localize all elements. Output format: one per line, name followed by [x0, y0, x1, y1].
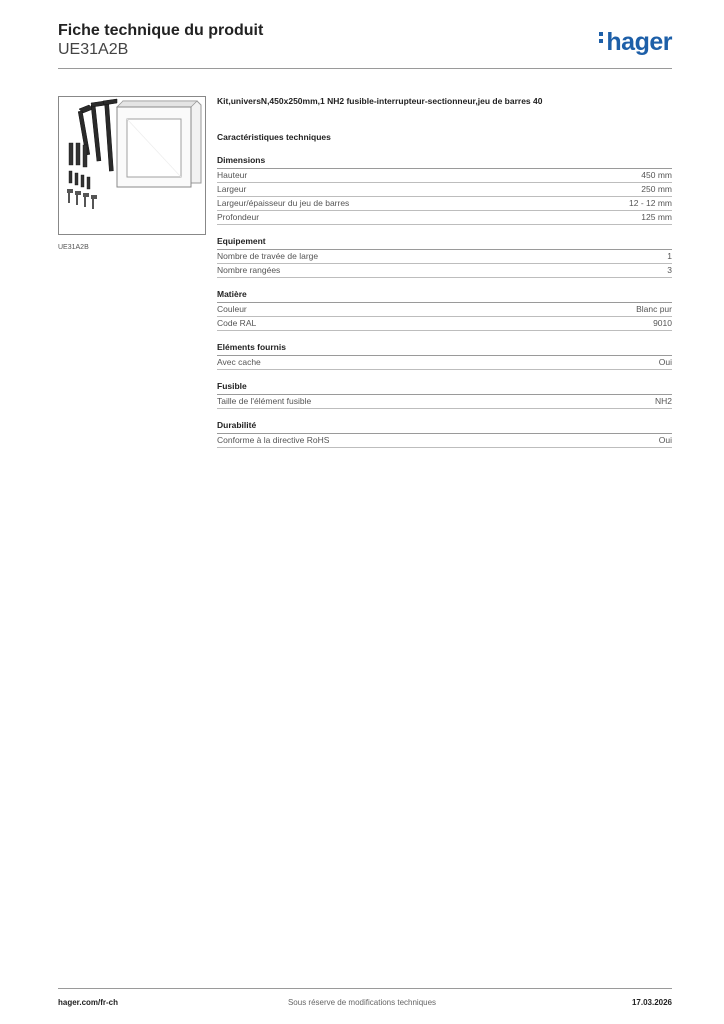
spec-value: 9010	[653, 318, 672, 328]
spec-row	[217, 356, 672, 370]
spec-label: Nombre de travée de large	[217, 251, 319, 261]
group-fusible	[217, 381, 672, 409]
spec-row	[217, 211, 672, 225]
spec-label: Profondeur	[217, 212, 260, 222]
spec-value: 1	[667, 251, 672, 261]
spec-label: Conforme à la directive RoHS	[217, 435, 330, 445]
group-equipement	[217, 236, 672, 278]
spec-label: Couleur	[217, 304, 247, 314]
product-code: UE31A2B	[58, 41, 129, 58]
technical-characteristics-heading: Caractéristiques techniques	[217, 132, 331, 142]
spec-label: Nombre rangées	[217, 265, 281, 275]
spec-value: 450 mm	[641, 170, 672, 180]
spec-value: Blanc pur	[636, 304, 672, 314]
group-title: Matière	[217, 289, 672, 303]
spec-row	[217, 303, 672, 317]
spec-label: Largeur	[217, 184, 247, 194]
spec-label: Largeur/épaisseur du jeu de barres	[217, 198, 350, 208]
spec-row	[217, 434, 672, 448]
product-details	[217, 94, 672, 448]
group-durabilite	[217, 420, 672, 448]
spec-value: NH2	[654, 396, 672, 406]
spec-label: Taille de l'élément fusible	[217, 396, 312, 406]
document-title: Fiche technique du produit	[58, 22, 264, 39]
spec-value: 12 - 12 mm	[629, 198, 672, 208]
product-kit-illustration	[59, 97, 205, 234]
group-title: Equipement	[217, 236, 672, 250]
spec-label: Avec cache	[217, 357, 261, 367]
footer-divider	[58, 988, 672, 989]
document-header	[58, 22, 263, 59]
group-title: Durabilité	[217, 420, 672, 434]
spec-value: Oui	[658, 357, 672, 367]
logo-dots-icon	[599, 32, 604, 46]
product-description: Kit,universN,450x250mm,1 NH2 fusible-interrupteur-sectionneur,jeu de barres 40	[217, 96, 543, 106]
footer-notice: Sous réserve de modifications techniques	[287, 998, 437, 1007]
hager-logo	[599, 28, 672, 56]
spec-value: 250 mm	[641, 184, 672, 194]
group-dimensions	[217, 155, 672, 225]
footer-date: 17.03.2026	[631, 998, 672, 1007]
footer-website: hager.com/fr-ch	[58, 998, 119, 1007]
spec-value: 3	[667, 265, 672, 275]
spec-label: Hauteur	[217, 170, 248, 180]
spec-row	[217, 264, 672, 278]
group-elements-fournis	[217, 342, 672, 370]
spec-row	[217, 395, 672, 409]
spec-label: Code RAL	[217, 318, 257, 328]
image-caption: UE31A2B	[58, 244, 89, 251]
spec-value: 125 mm	[641, 212, 672, 222]
group-title: Fusible	[217, 381, 672, 395]
group-title: Dimensions	[217, 155, 672, 169]
group-matiere	[217, 289, 672, 331]
logo-text: hager	[606, 28, 672, 56]
spec-row	[217, 250, 672, 264]
group-title: Eléments fournis	[217, 342, 672, 356]
product-image	[58, 96, 206, 235]
spec-row	[217, 197, 672, 211]
header-divider	[58, 68, 672, 69]
spec-row	[217, 317, 672, 331]
spec-row	[217, 183, 672, 197]
spec-row	[217, 169, 672, 183]
spec-value: Oui	[658, 435, 672, 445]
